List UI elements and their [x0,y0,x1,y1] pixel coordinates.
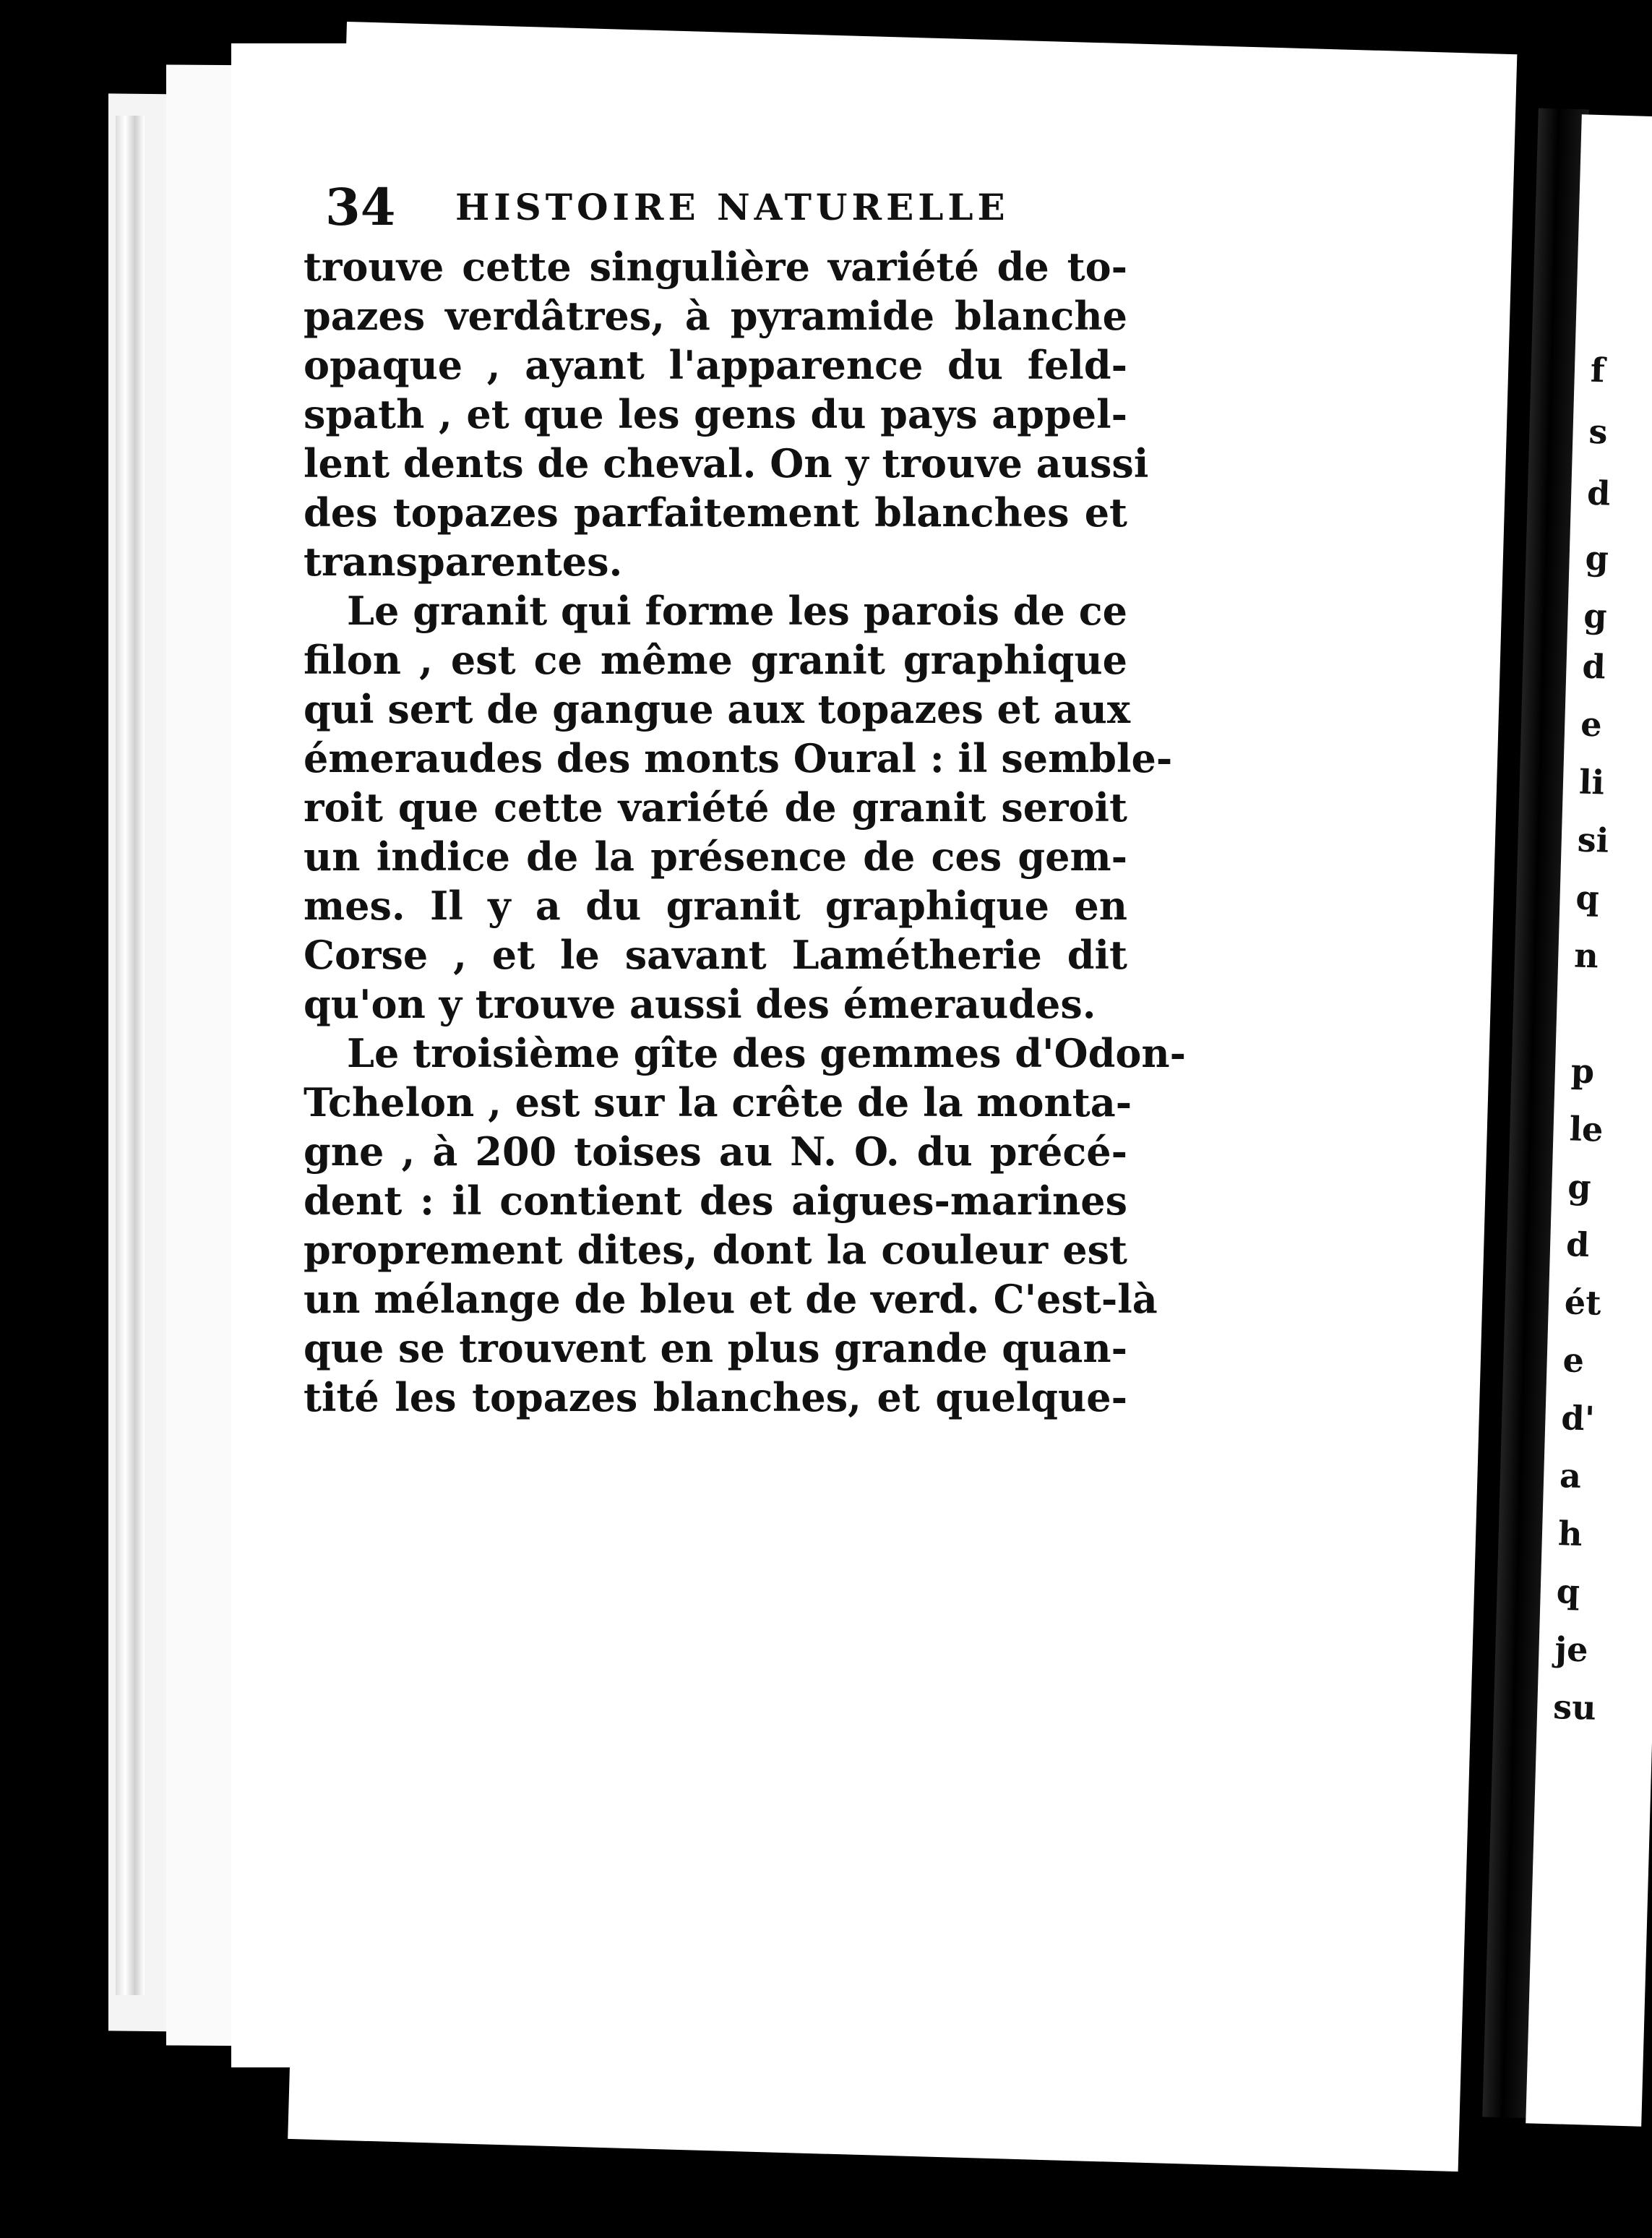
paragraph-start-line: Le troisième gîte des gemmes d'Odon- [347,1030,1187,1076]
text-line: un indice de la présence de ces gem- [304,833,1127,880]
facing-fragment: d' [1560,1398,1596,1439]
text-line: opaque , ayant l'apparence du feld- [304,342,1127,388]
running-title: HISTOIRE NATURELLE [455,186,1010,228]
facing-fragment: n [1573,935,1599,976]
facing-fragment: g [1583,596,1608,636]
facing-fragment: e [1562,1340,1585,1381]
text-line: un mélange de bleu et de verd. C'est-là [304,1276,1158,1322]
text-line: émeraudes des monts Oural : il semble- [304,735,1173,781]
text-line: lent dents de cheval. On y trouve aussi [304,440,1149,486]
text-line: tité les topazes blanches, et quelque- [304,1374,1127,1420]
text-line: transparentes. [304,539,623,585]
page-edge-shadow [116,116,145,1995]
facing-fragment: f [1590,350,1606,390]
text-line: qu'on y trouve aussi des émeraudes. [304,981,1096,1027]
text-line: proprement dites, dont la couleur est [304,1227,1127,1273]
facing-fragment: h [1557,1514,1583,1554]
text-line: trouve cette singulière variété de to- [304,244,1127,290]
text-line: mes. Il y a du granit graphique en [304,883,1127,929]
facing-fragment: d [1565,1225,1591,1265]
text-line: pazes verdâtres, à pyramide blanche [304,293,1127,339]
text-line: Corse , et le savant Lamétherie dit [304,932,1127,978]
facing-fragment: d [1581,646,1606,687]
text-line: gne , à 200 toises au N. O. du précé- [304,1128,1127,1175]
text-line: roit que cette variété de granit seroit [304,784,1127,831]
running-header [325,177,1120,235]
text-line: spath , et que les gens du pays appel- [304,391,1127,437]
facing-fragment: a [1559,1456,1582,1496]
facing-fragment: le [1568,1109,1604,1149]
body-text [304,242,1187,1422]
text-line: dent : il contient des aigues-marines [304,1178,1127,1224]
facing-fragment: ét [1564,1282,1602,1323]
page-number: 34 [325,177,396,237]
facing-fragment: g [1567,1167,1592,1207]
facing-fragment: p [1570,1051,1595,1092]
text-line: qui sert de gangue aux topazes et aux [304,686,1131,732]
facing-fragment: su [1552,1687,1597,1728]
text-line: des topazes parfaitement blanches et [304,489,1127,536]
text-line: que se trouvent en plus grande quan- [304,1325,1127,1371]
facing-fragment: li [1578,762,1605,802]
facing-fragment: si [1577,820,1609,860]
text-line: Tchelon , est sur la crête de la monta- [304,1079,1132,1126]
facing-fragment: d [1586,473,1612,513]
facing-fragment: q [1556,1572,1580,1612]
facing-fragment: g [1584,538,1609,578]
text-line: filon , est ce même granit graphique [304,637,1127,683]
facing-fragment: je [1554,1629,1589,1670]
facing-fragment: s [1588,411,1609,452]
facing-fragment: e [1580,704,1603,745]
facing-fragment: q [1575,878,1600,918]
paragraph-start-line: Le granit qui forme les parois de ce [347,588,1127,634]
